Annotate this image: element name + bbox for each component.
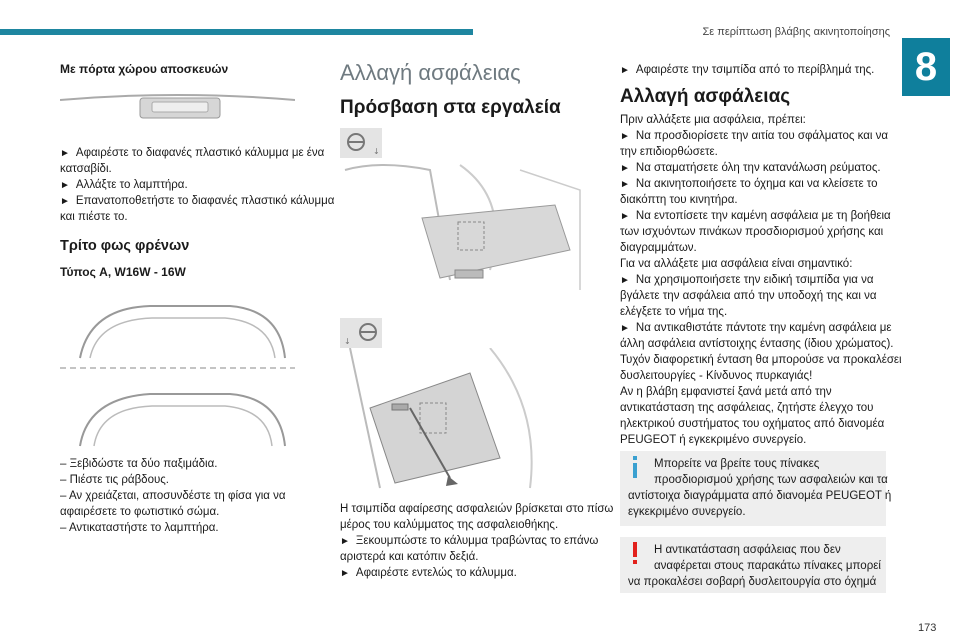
req-same-rating-cont: άλλη ασφάλεια αντίστοιχης έντασης (ίδιου χρώματος).	[620, 338, 894, 350]
boot-lamp-illustration	[60, 88, 295, 128]
page-number: 173	[918, 622, 937, 634]
req-locate-fuse: ► Να εντοπίσετε την καμένη ασφάλεια με τη βοήθεια	[620, 208, 891, 226]
info-text-4: εγκεκριμένο συνεργείο.	[628, 506, 746, 518]
steering-wheel-icon	[340, 128, 382, 158]
warning-icon	[630, 542, 640, 564]
tweezers-location-text-cont: μέρος του καλύμματος της ασφαλειοθήκης.	[340, 519, 559, 531]
step-remove-cover: ► Αφαιρέστε εντελώς το κάλυμμα.	[340, 565, 517, 583]
req-stop-consumers: ► Να σταματήσετε όλη την κατανάλωση ρεύματος.	[620, 160, 881, 178]
intro-before: Πριν αλλάξετε μια ασφάλεια, πρέπει:	[620, 114, 806, 126]
heading-boot-lamp: Με πόρτα χώρου αποσκευών	[60, 62, 229, 76]
step-remove-cover: ► Αφαιρέστε το διαφανές πλαστικό κάλυμμα με ένα	[60, 145, 324, 163]
svg-text:↓: ↓	[344, 337, 351, 346]
step-press-rods: – Πιέστε τις ράβδους.	[60, 474, 170, 486]
warning-rating: Τυχόν διαφορετική ένταση θα μπορούσε να προκαλέσει	[620, 354, 902, 366]
req-use-tweezers: ► Να χρησιμοποιήσετε την ειδική τσιμπίδα για να	[620, 272, 874, 290]
req-same-rating: ► Να αντικαθιστάτε πάντοτε την καμένη ασφάλεια με	[620, 320, 892, 338]
step-refit-cover: ► Επανατοποθετήστε το διαφανές πλαστικό κάλυμμα	[60, 193, 334, 211]
step-unclip-cover: ► Ξεκουμπώστε το κάλυμμα τραβώντας το επάνω	[340, 533, 598, 551]
step-remove-cover-cont: κατσαβίδι.	[60, 163, 112, 175]
req-immobilise-cont: διακόπτη του κινητήρα.	[620, 194, 738, 206]
step-unscrew-nuts: – Ξεβιδώστε τα δύο παξιμάδια.	[60, 458, 218, 470]
fusebox-cover-illustration	[340, 348, 586, 493]
bulb-type: Τύπος A, W16W - 16W	[60, 265, 186, 279]
warning-text-3: να προκαλέσει σοβαρή δυσλειτουργία στο όχημά	[628, 576, 877, 588]
fault-recurs-cont3: PEUGEOT ή εγκεκριμένο συνεργείο.	[620, 434, 807, 446]
running-head: Σε περίπτωση βλάβης ακινητοποίησης	[702, 26, 890, 38]
warning-text-1: Η αντικατάσταση ασφάλειας που δεν	[654, 544, 841, 556]
step-disconnect-cont: αφαιρέσετε το φωτιστικό σώμα.	[60, 506, 220, 518]
heading-third-brake-lamp: Τρίτο φως φρένων	[60, 238, 190, 254]
step-replace-bulb: – Αντικαταστήστε το λαμπτήρα.	[60, 522, 219, 534]
fault-recurs-cont: αντικατάσταση της ασφάλειας, ζητήστε έλεγχο του	[620, 402, 874, 414]
info-text-2: προσδιορισμού χρήσης των ασφαλειών και τα	[654, 474, 888, 486]
req-locate-fuse-cont: των ισχυόντων πινάκων προσδιορισμού χρήσης και	[620, 226, 884, 238]
svg-text:↓: ↓	[373, 147, 380, 156]
req-use-tweezers-cont: βγάλετε την ασφάλεια από την υποδοχή της και να	[620, 290, 877, 302]
steering-wheel-icon-2	[340, 318, 382, 348]
step-remove-tweezers: ► Αφαιρέστε την τσιμπίδα από το περίβλημά της.	[620, 62, 874, 80]
req-identify-cause-cont: την επιδιορθώσετε.	[620, 146, 718, 158]
intro-important: Για να αλλάξετε μια ασφάλεια είναι σημαντικό:	[620, 258, 853, 270]
info-text-3: αντίστοιχα διαγράμματα από διανομέα PEUGEOT ή	[628, 490, 892, 502]
third-brake-lamp-illustration	[60, 298, 295, 448]
step-disconnect: – Αν χρειάζεται, αποσυνδέστε τη φίσα για να	[60, 490, 286, 502]
fusebox-location-illustration	[340, 160, 586, 300]
tweezers-location-text: Η τσιμπίδα αφαίρεσης ασφαλειών βρίσκεται στο πίσω	[340, 503, 614, 515]
step-unclip-cover-cont: αριστερά και κατόπιν δεξιά.	[340, 551, 479, 563]
req-use-tweezers-cont2: ελέγξετε το νήμα της.	[620, 306, 728, 318]
heading-change-fuse: Αλλαγή ασφάλειας	[620, 86, 791, 107]
warning-text-2: αναφέρεται στους παρακάτω πίνακες μπορεί	[654, 560, 881, 572]
fault-recurs-cont2: ηλεκτρικού συστήματος του οχήματος από διανομέα	[620, 418, 885, 430]
info-text-1: Μπορείτε να βρείτε τους πίνακες	[654, 458, 820, 470]
warning-box	[620, 537, 886, 593]
fault-recurs: Αν η βλάβη εμφανιστεί ξανά μετά από την	[620, 386, 832, 398]
chapter-tab: 8	[902, 38, 950, 96]
req-immobilise: ► Να ακινητοποιήσετε το όχημα και να κλείσετε το	[620, 176, 878, 194]
heading-tool-access: Πρόσβαση στα εργαλεία	[340, 97, 561, 118]
section-title: Αλλαγή ασφάλειας	[340, 60, 521, 85]
info-box	[620, 451, 892, 526]
info-icon	[630, 456, 640, 478]
warning-rating-cont: δυσλειτουργίες - Κίνδυνος πυρκαγιάς!	[620, 370, 813, 382]
req-identify-cause: ► Να προσδιορίσετε την αιτία του σφάλματος και να	[620, 128, 888, 146]
step-refit-cover-cont: και πιέστε το.	[60, 211, 128, 223]
step-change-bulb: ► Αλλάξτε το λαμπτήρα.	[60, 177, 188, 195]
req-locate-fuse-cont2: διαγραμμάτων.	[620, 242, 697, 254]
top-accent-bar	[0, 29, 473, 35]
